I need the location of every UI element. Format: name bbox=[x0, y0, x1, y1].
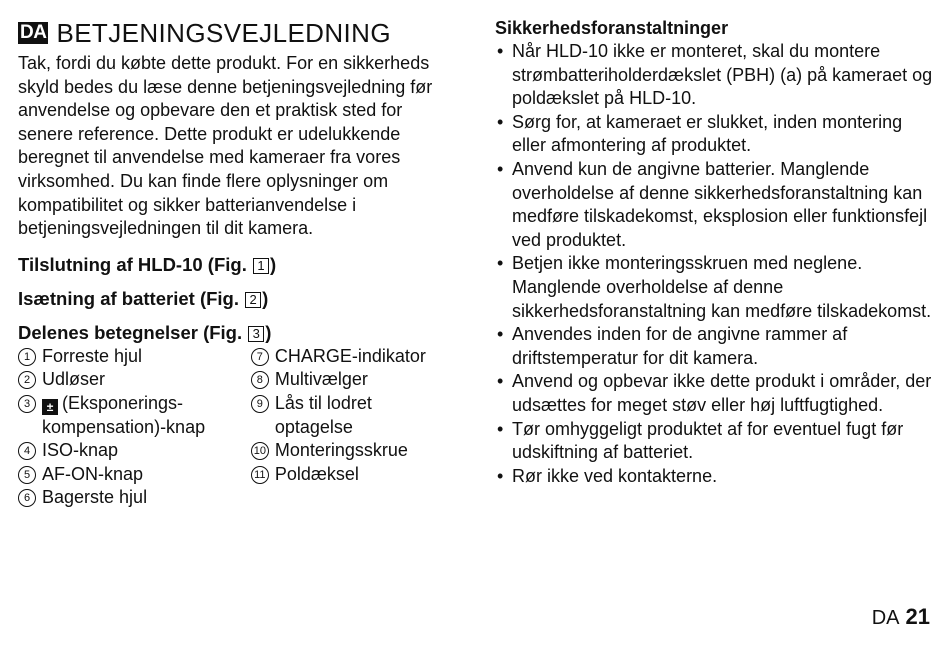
right-column bbox=[495, 16, 935, 488]
fig-number-box: 1 bbox=[253, 258, 269, 274]
circled-number: 6 bbox=[18, 489, 36, 507]
list-item: • Anvend og opbevar ikke dette produkt i områder, der udsættes for meget støv eller høj luftfugtighed. bbox=[495, 370, 935, 417]
list-item: • Sørg for, at kameraet er slukket, inden montering eller afmontering af produktet. bbox=[495, 111, 935, 158]
list-item: 4 ISO-knap bbox=[18, 439, 251, 463]
list-item: 8 Multivælger bbox=[251, 368, 458, 392]
list-item: 7 CHARGE-indikator bbox=[251, 345, 458, 369]
circled-number: 1 bbox=[18, 348, 36, 366]
section-heading-battery: Isætning af batteriet (Fig. 2 ) bbox=[18, 287, 269, 309]
safety-heading: Sikkerhedsforanstaltninger bbox=[495, 18, 729, 38]
page-footer bbox=[872, 604, 930, 630]
language-badge: DA bbox=[20, 22, 47, 43]
circled-number: 2 bbox=[18, 371, 36, 389]
circled-number: 8 bbox=[251, 371, 269, 389]
intro-paragraph: Tak, fordi du købte dette produkt. For en sikkerheds skyld bedes du læse denne betjeningsvejledning før anvendelse og opbevare den et praktisk sted for senere reference. Dette produkt er udelukkende beregnet til anvendelse med kameraer fra vores virksomhed. Du kan finde flere oplysninger om kompatibilitet og sikker batterianvendelse i betjeningsvejledningen til dit kamera. bbox=[18, 53, 433, 239]
title-row bbox=[18, 16, 458, 50]
page-title: BETJENINGSVEJLEDNING bbox=[56, 17, 391, 48]
list-item: • Anvendes inden for de angivne rammer af driftstemperatur for dit kamera. bbox=[495, 323, 935, 370]
circled-number: 9 bbox=[251, 395, 269, 413]
parts-column-left bbox=[18, 345, 251, 510]
list-item: 6 Bagerste hjul bbox=[18, 486, 251, 510]
list-item: 9 Lås til lodret optagelse bbox=[251, 392, 458, 439]
list-item: • Betjen ikke monteringsskruen med neglene. Manglende overholdelse af denne sikkerhedsforanstaltning kan medføre tilskadekomst. bbox=[495, 252, 935, 323]
circled-number: 3 bbox=[18, 395, 36, 413]
list-item: • Tør omhyggeligt produktet af for eventuel fugt før udskiftning af batteriet. bbox=[495, 418, 935, 465]
circled-number: 4 bbox=[18, 442, 36, 460]
page-number: 21 bbox=[905, 604, 930, 629]
list-item: 2 Udløser bbox=[18, 368, 251, 392]
list-item: • Rør ikke ved kontakterne. bbox=[495, 465, 935, 489]
list-item: 3 ± (Eksponerings- kompensation)-knap bbox=[18, 392, 251, 439]
list-item: 5 AF-ON-knap bbox=[18, 463, 251, 487]
footer-language: DA bbox=[871, 607, 900, 629]
exposure-compensation-icon: ± bbox=[42, 399, 58, 415]
left-column bbox=[18, 16, 458, 510]
section-heading-attach: Tilslutning af HLD-10 (Fig. 1 ) bbox=[18, 253, 277, 275]
fig-number-box: 3 bbox=[248, 326, 264, 342]
safety-list bbox=[495, 40, 935, 488]
list-item: • Anvend kun de angivne batterier. Manglende overholdelse af denne sikkerhedsforanstaltning kan medføre tilskadekomst, eksplosion eller funktionsfejl ved produktet. bbox=[495, 158, 935, 252]
parts-column-right bbox=[251, 345, 458, 510]
list-item: • Når HLD-10 ikke er monteret, skal du montere strømbatteriholderdækslet (PBH) (a) på kameraet og poldækslet på HLD-10. bbox=[495, 40, 935, 111]
circled-number: 7 bbox=[251, 348, 269, 366]
list-item: 1 Forreste hjul bbox=[18, 345, 251, 369]
circled-number: 10 bbox=[251, 442, 269, 460]
list-item: 10 Monteringsskrue bbox=[251, 439, 458, 463]
list-item: 11 Poldæksel bbox=[251, 463, 458, 487]
parts-list bbox=[18, 345, 458, 510]
circled-number: 5 bbox=[18, 466, 36, 484]
fig-number-box: 2 bbox=[245, 292, 261, 308]
section-heading-parts: Delenes betegnelser (Fig. 3 ) bbox=[18, 321, 272, 343]
circled-number: 11 bbox=[251, 466, 269, 484]
